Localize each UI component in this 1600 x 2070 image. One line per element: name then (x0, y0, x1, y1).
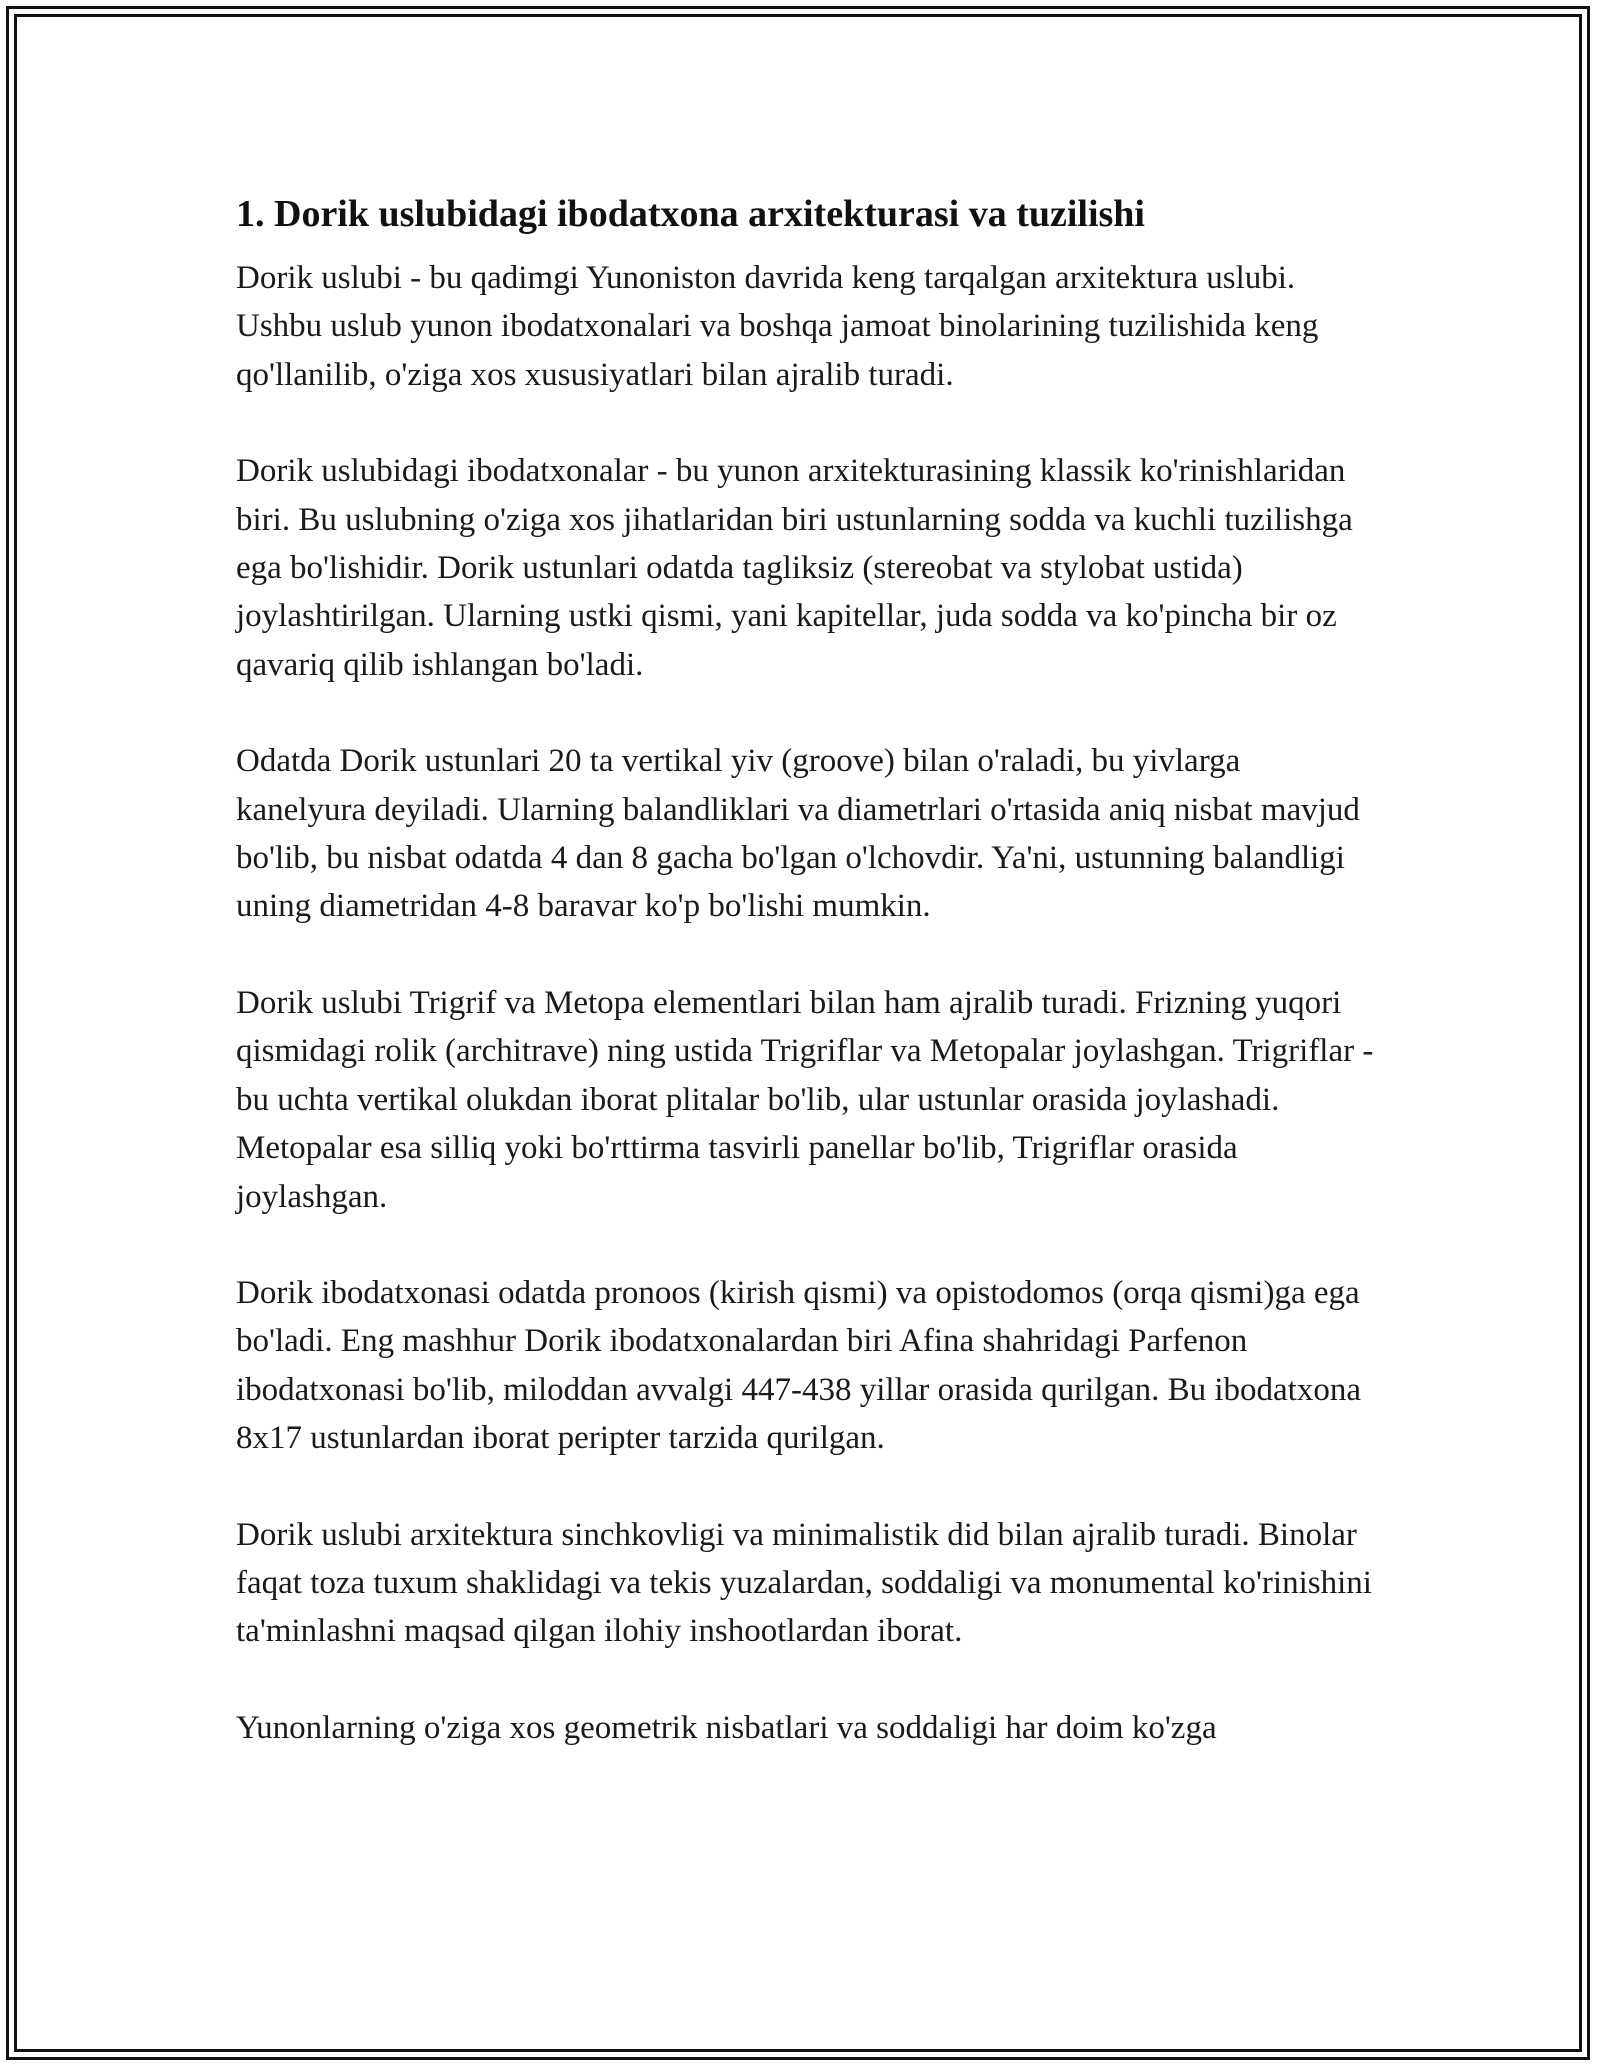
paragraph-triglyph-metope: Dorik uslubi Trigrif va Metopa elementlari bilan ham ajralib turadi. Frizning yuqori qismidagi rolik (architrave) ning ustida Trigriflar va Metopalar joylashgan. Trigriflar - bu uchta vertikal olukdan iborat plitalar bo'lib, ular ustunlar orasida joylashadi. Metopalar esa silliq yoki bo'rttirma tasvirli panellar bo'lib, Trigriflar orasida joylashgan. (236, 984, 1374, 1215)
document-body (236, 184, 1376, 1752)
paragraph-columns-flutes: Odatda Dorik ustunlari 20 ta vertikal yiv (groove) bilan o'raladi, bu yivlarga kanelyura deyiladi. Ularning balandliklari va diametrlari o'rtasida aniq nisbat mavjud bo'lib, bu nisbat odatda 4 dan 8 gacha bo'lgan o'lchovdir. Ya'ni, ustunning balandligi uning diametridan 4-8 baravar ko'p bo'lishi mumkin. (236, 743, 1360, 925)
paragraph-parthenon: Dorik ibodatxonasi odatda pronoos (kirish qismi) va opistodomos (orqa qismi)ga ega bo'ladi. Eng mashhur Dorik ibodatxonalardan biri Afina shahridagi Parfenon ibodatxonasi bo'lib, miloddan avvalgi 447-438 yillar orasida qurilgan. Bu ibodatxona 8x17 ustunlardan iborat peripter tarzida qurilgan. (236, 1274, 1361, 1457)
paragraph-intro: Dorik uslubi - bu qadimgi Yunoniston davrida keng tarqalgan arxitektura uslubi. Ushbu uslub yunon ibodatxonalari va boshqa jamoat binolarining tuzilishida keng qo'llanilib, o'ziga xos xususiyatlari bilan ajralib turadi. (236, 260, 1319, 393)
section-heading: 1. Dorik uslubidagi ibodatxona arxitekturasi va tuzilishi (236, 193, 1145, 235)
paragraph-minimalism: Dorik uslubi arxitektura sinchkovligi va minimalistik did bilan ajralib turadi. Binolar faqat toza tuxum shaklidagi va tekis yuzalardan, soddaligi va monumental ko'rinishini ta'minlashni maqsad qilgan ilohiy inshootlardan iborat. (236, 1516, 1372, 1650)
paragraph-proportions: Yunonlarning o'ziga xos geometrik nisbatlari va soddaligi har doim ko'zga (236, 1709, 1217, 1746)
paragraph-classic-view: Dorik uslubidagi ibodatxonalar - bu yunon arxitekturasining klassik ko'rinishlaridan biri. Bu uslubning o'ziga xos jihatlaridan biri ustunlarning sodda va kuchli tuzilishga ega bo'lishidir. Dorik ustunlari odatda tagliksiz (stereobat va stylobat ustida) joylashtirilgan. Ularning ustki qismi, yani kapitellar, juda sodda va ko'pincha bir oz qavariq qilib ishlangan bo'ladi. (236, 453, 1353, 683)
